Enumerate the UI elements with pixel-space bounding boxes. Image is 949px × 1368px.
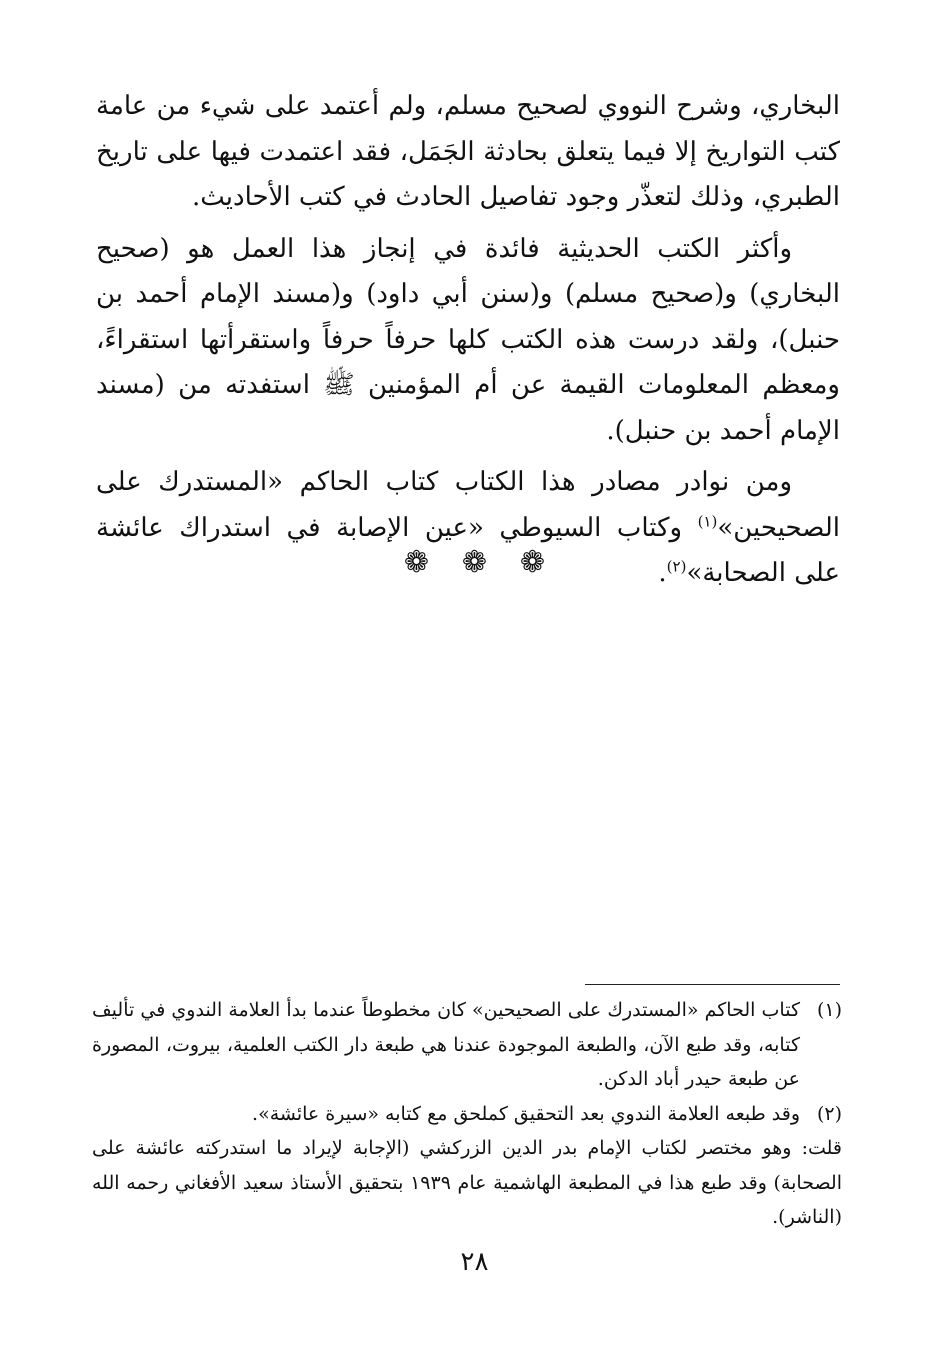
flower-ornament-icon: ❁ <box>519 545 546 580</box>
footnote-number: (٢) <box>816 1102 842 1125</box>
footnote-separator <box>585 984 840 985</box>
footnote-1 <box>92 993 842 1097</box>
footnote-text: كتاب الحاكم «المستدرك على الصحيحين» كان مخطوطاً عندما بدأ العلامة الندوي في تأليف كتابه، وقد طبع الآن، والطبعة الموجودة عندنا هي طبعة دار الكتب العلمية، بيروت، المصورة عن طبعة حيدر أباد الدكن. <box>92 999 800 1090</box>
footnote-ref-2: (٢) <box>666 557 687 576</box>
footnote-ref-1: (١) <box>697 511 718 530</box>
footnote-2 <box>92 1097 842 1132</box>
publisher-note: قلت: وهو مختصر لكتاب الإمام بدر الدين الزركشي (الإجابة لإيراد ما استدركته عائشة على الصحابة) وقد طبع هذا في المطبعة الهاشمية عام ١٩٣٩ بتحقيق الأستاذ سعيد الأفغاني رحمه الله (الناشر). <box>92 1137 842 1228</box>
footnote-text: وقد طبعه العلامة الندوي بعد التحقيق كملحق مع كتابه «سيرة عائشة». <box>252 1102 800 1125</box>
paragraph-1: البخاري، وشرح النووي لصحيح مسلم، ولم أعتمد على شيء من عامة كتب التواريخ إلا فيما يتعلق بحادثة الجَمَل، فقد اعتمدت فيها على تاريخ الطبري، وذلك لتعذّر وجود تفاصيل الحادث في كتب الأحاديث. <box>96 91 840 212</box>
paragraph-3-text-1: ومن نوادر مصادر هذا الكتاب كتاب الحاكم «المستدرك على الصحيحين» <box>96 467 840 543</box>
page-number: ٢٨ <box>460 1247 489 1277</box>
flower-ornament-icon: ❁ <box>461 545 488 580</box>
main-text <box>96 84 840 603</box>
section-divider <box>0 545 949 580</box>
paragraph-3-text-3: . <box>658 558 667 588</box>
footnotes <box>92 993 842 1235</box>
footnote-number: (١) <box>816 999 842 1021</box>
flower-ornament-icon: ❁ <box>403 545 430 580</box>
paragraph-3-text-2: وكتاب السيوطي «عين الإصابة في استدراك عائشة على الصحابة» <box>96 512 840 588</box>
paragraph-2: وأكثر الكتب الحديثية فائدة في إنجاز هذا العمل هو (صحيح البخاري) و(صحيح مسلم) و(سنن أبي داود) و(مسند الإمام أحمد بن حنبل)، ولقد درست هذه الكتب كلها حرفاً حرفاً واستقرأتها استقراءً، ومعظم المعلومات القيمة عن أم المؤمنين ﷺ استفدته من (مسند الإمام أحمد بن حنبل). <box>96 233 840 446</box>
